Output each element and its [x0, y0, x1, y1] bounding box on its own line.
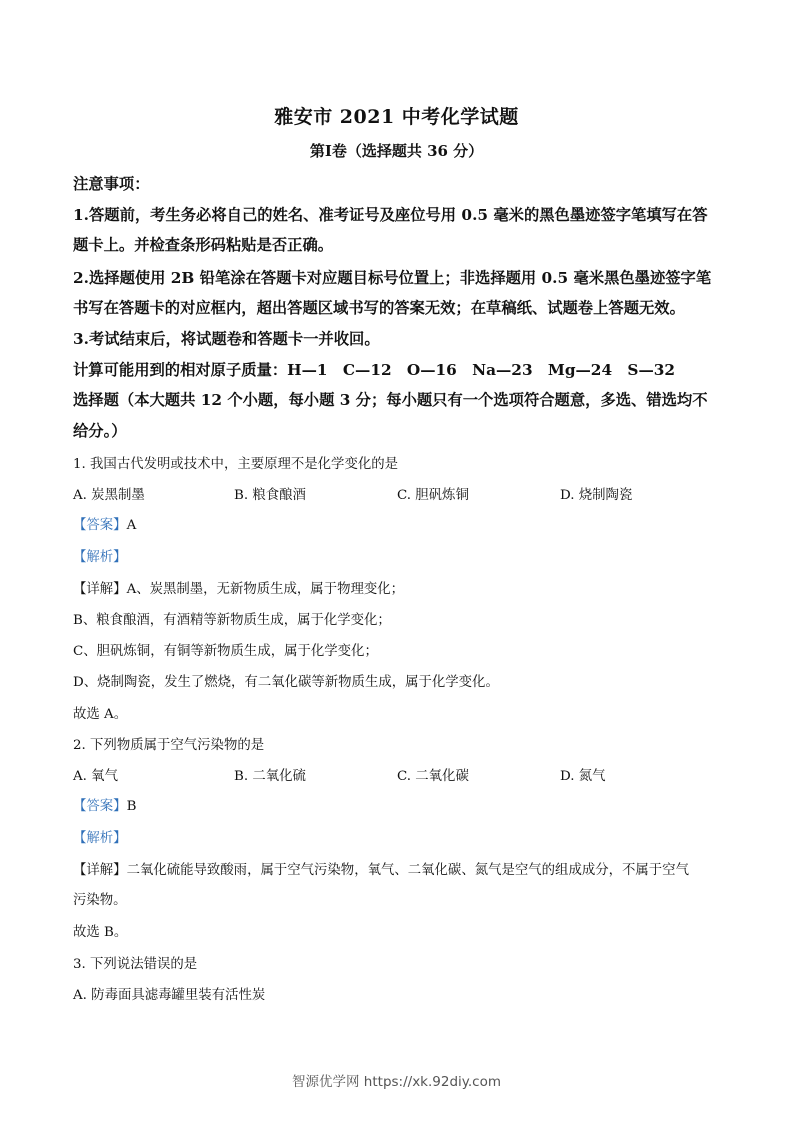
q1-answer-value: A: [126, 518, 137, 533]
notice-item-2-line-1: 2.选择题使用 2B 铅笔涂在答题卡对应题目标号位置上；非选择题用 0.5 毫米黑色墨迹签字笔: [73, 269, 712, 287]
notice-item-3: 3.考试结束后，将试题卷和答题卡一并收回。: [73, 330, 380, 348]
notice-item-1-line-1: 1.答题前，考生务必将自己的姓名、准考证号及座位号用 0.5 毫米的黑色墨迹签字笔填写在答: [73, 206, 708, 224]
answer-tag: 【答案】: [73, 799, 127, 814]
page-title: 雅安市 2021 中考化学试题: [274, 106, 519, 128]
q1-detail-line-1: [73, 578, 733, 597]
footer-watermark: 智源优学网 https://xk.92diy.com: [292, 1074, 501, 1090]
q1-detail-line-4: D、烧制陶瓷，发生了燃烧，有二氧化碳等新物质生成，属于化学变化。: [73, 675, 499, 690]
q2-detail-line-1: [73, 859, 733, 878]
q1-option-c: C. 胆矾炼铜: [397, 488, 469, 503]
q1-option-b: B. 粮食酿酒: [234, 488, 306, 503]
section-instruction-line-2: 给分。）: [73, 422, 127, 440]
detail-tag: 【详解】: [73, 582, 127, 597]
q1-stem: 1. 我国古代发明或技术中，主要原理不是化学变化的是: [73, 457, 399, 472]
q2-detail-line-2: 污染物。: [73, 893, 127, 908]
q3-option-a: A. 防毒面具滤毒罐里装有活性炭: [73, 988, 266, 1003]
q1-analysis-tag: 【解析】: [73, 550, 127, 565]
q3-stem: 3. 下列说法错误的是: [73, 957, 198, 972]
q1-detail-line-3: C、胆矾炼铜，有铜等新物质生成，属于化学变化；: [73, 644, 378, 659]
q2-option-a: A. 氧气: [73, 769, 118, 784]
notice-heading: 注意事项：: [73, 175, 150, 193]
detail-tag: 【详解】: [73, 863, 127, 878]
notice-item-1-line-2: 题卡上。并检查条形码粘贴是否正确。: [73, 236, 334, 254]
q2-conclusion: 故选 B。: [73, 925, 128, 940]
notice-item-2-line-2: 书写在答题卡的对应框内，超出答题区域书写的答案无效；在草稿纸、试题卷上答题无效。: [73, 299, 685, 317]
q2-answer-line: [73, 795, 733, 814]
section-instruction-line-1: 选择题（本大题共 12 个小题，每小题 3 分；每小题只有一个选项符合题意，多选、错选均不: [73, 391, 708, 409]
q1-answer-line: [73, 514, 733, 533]
q1-detail-text-1: A、炭黑制墨，无新物质生成，属于物理变化；: [126, 582, 405, 597]
atomic-mass-line: 计算可能用到的相对原子质量：H—1 C—12 O—16 Na—23 Mg—24 S—32: [73, 361, 676, 379]
q2-option-b: B. 二氧化硫: [234, 769, 306, 784]
section-subtitle: 第Ⅰ卷（选择题共 36 分）: [309, 142, 484, 160]
q2-option-c: C. 二氧化碳: [397, 769, 469, 784]
q2-stem: 2. 下列物质属于空气污染物的是: [73, 738, 265, 753]
q1-conclusion: 故选 A。: [73, 707, 128, 722]
q1-option-d: D. 烧制陶瓷: [560, 488, 633, 503]
q2-analysis-tag: 【解析】: [73, 831, 127, 846]
q2-answer-value: B: [126, 799, 137, 814]
q2-option-d: D. 氮气: [560, 769, 606, 784]
q2-detail-text-1: 二氧化硫能导致酸雨，属于空气污染物，氧气、二氧化碳、氮气是空气的组成成分，不属于空气: [126, 863, 689, 878]
answer-tag: 【答案】: [73, 518, 127, 533]
q1-option-a: A. 炭黑制墨: [73, 488, 145, 503]
q1-detail-line-2: B、粮食酿酒，有酒精等新物质生成，属于化学变化；: [73, 613, 391, 628]
